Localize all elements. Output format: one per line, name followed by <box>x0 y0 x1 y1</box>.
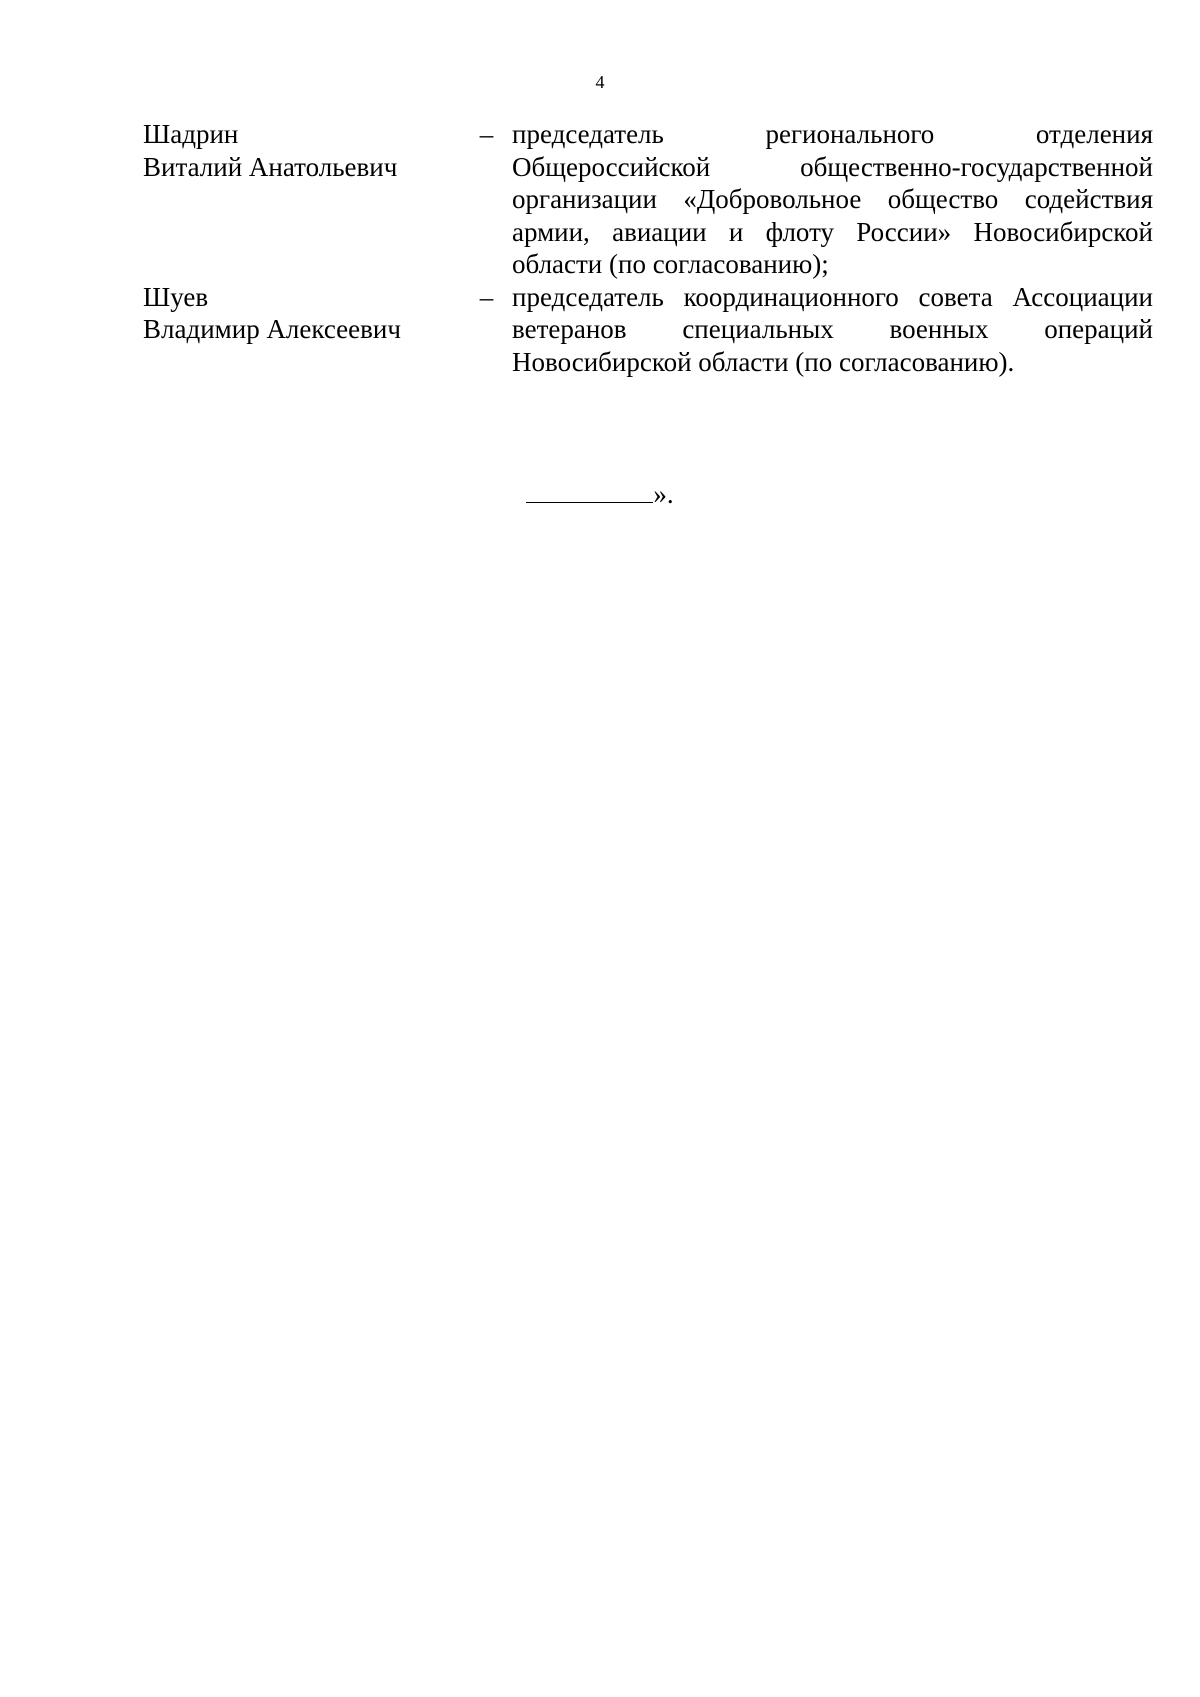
member-dash: – <box>479 281 494 312</box>
member-name <box>143 118 461 183</box>
member-entry <box>143 281 1153 379</box>
member-surname: Шадрин <box>143 119 239 149</box>
closing-underline <box>526 478 653 503</box>
member-surname: Шуев <box>143 281 209 312</box>
members-list <box>143 118 1153 378</box>
closing-quote: ». <box>653 479 674 509</box>
member-given-names: Виталий Анатольевич <box>143 151 398 182</box>
member-dash: – <box>479 119 494 149</box>
member-description: председатель регионального отделения Общероссийской общественно-государственной организации «Добровольное общество содействия армии, авиации и флоту России» Новосибирской области (по согласованию); <box>512 119 1153 279</box>
member-entry <box>143 118 1153 281</box>
member-given-names: Владимир Алексеевич <box>143 314 401 344</box>
member-name <box>143 281 461 346</box>
page-number: 4 <box>595 72 605 92</box>
member-description: председатель координационного совета Ассоциации ветеранов специальных военных операций Новосибирской области (по согласованию). <box>512 281 1153 377</box>
closing-mark <box>0 478 1200 510</box>
